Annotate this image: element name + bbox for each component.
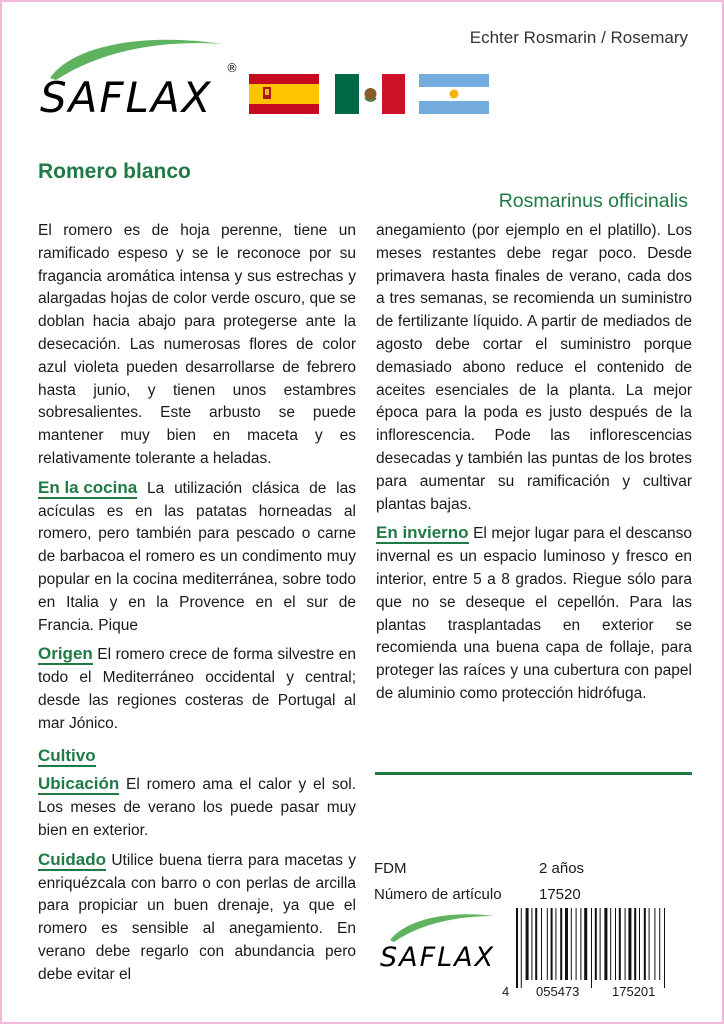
barcode-bar	[531, 908, 532, 980]
barcode-bar	[526, 908, 529, 980]
saflax-logo	[32, 26, 244, 126]
barcode-first-digit: 4	[502, 984, 510, 998]
cuidado-heading: Cuidado	[38, 849, 106, 869]
barcode-bar	[555, 908, 556, 980]
barcode-bar	[580, 908, 581, 980]
barcode-right-group: 175201	[612, 984, 656, 998]
barcode-bar	[560, 908, 562, 980]
barcode-bar	[595, 908, 597, 980]
cuidado-paragraph	[38, 850, 356, 987]
invierno-text: El mejor lugar para el descanso invernal es un espacio luminoso y fresco en interior, entre 5 a 8 grados. Riegue sólo para que no se deseque el cepellón. Para las plantas trasplantadas en exterior se recomienda una buena capa de follaje, para proteger las raíces y una cubertura con papel de aluminio como protección hidrófuga.	[376, 525, 692, 702]
barcode-bars	[516, 908, 665, 988]
section-divider	[375, 772, 692, 775]
left-text-column	[38, 220, 356, 994]
barcode-bar	[604, 908, 607, 980]
cultivo-heading: Cultivo	[38, 745, 96, 765]
right-text-column	[376, 220, 692, 713]
logo-brand-text: SAFLAX	[40, 73, 213, 122]
barcode-bar	[628, 908, 631, 980]
barcode-bar	[634, 908, 636, 980]
barcode-bar	[521, 908, 522, 988]
barcode-bar	[644, 908, 646, 980]
barcode-bar	[610, 908, 611, 980]
ubicacion-paragraph	[38, 774, 356, 842]
barcode-left-group: 055473	[536, 984, 580, 998]
barcode-bar	[576, 908, 577, 980]
origen-text: El romero crece de forma silvestre en todo el Mediterráneo occidental y central; desde las regiones costeras de Portugal al mar Jónico.	[38, 646, 356, 732]
barcode-bar	[664, 908, 665, 988]
barcode-bar	[551, 908, 553, 980]
logo-brand-text: SAFLAX	[380, 942, 496, 973]
ubicacion-heading: Ubicación	[38, 774, 120, 794]
barcode-bar	[654, 908, 655, 980]
barcode	[502, 908, 697, 998]
barcode-bar	[584, 908, 587, 980]
barcode-bar	[600, 908, 601, 980]
fdm-value: 2 años	[539, 860, 585, 877]
origen-heading: Origen	[38, 644, 93, 664]
barcode-bar	[615, 908, 616, 980]
cocina-heading: En la cocina	[38, 477, 138, 497]
argentina-flag-icon	[419, 74, 489, 114]
registered-mark: ®	[226, 61, 238, 75]
latin-name-heading: Rosmarinus officinalis	[498, 190, 688, 212]
barcode-bar	[547, 908, 548, 980]
ubicacion-text: El romero ama el calor y el sol. Los meses de verano los puede pasar muy bien en exterior.	[38, 776, 356, 839]
barcode-bar	[659, 908, 660, 980]
origen-paragraph	[38, 644, 356, 735]
article-number-value: 17520	[539, 886, 581, 903]
barcode-bar	[649, 908, 650, 980]
invierno-heading: En invierno	[376, 523, 469, 543]
barcode-bar	[571, 908, 572, 980]
cuidado-text: Utilice buena tierra para macetas y enriquézcala con barro o con perlas de arcilla para propiciar un buen drenaje, ya que el romero es sensible al anegamiento. En verano debe regarlo con abundancia pero debe evitar el	[38, 851, 356, 983]
intro-paragraph: El romero es de hoja perenne, tiene un ramificado espeso y se le reconoce por su fragancia aromática intensa y sus estrechas y alargadas hojas de color verde oscuro, que se doblan hacia abajo para protegerse ante la desecación. Las numerosas flores de color azul violeta pueden desarrollarse de febrero hasta junio, y tienen unos estambres sobresalientes. Este arbusto se puede mantener muy bien en maceta y es relativamente tolerante a heladas.	[38, 222, 356, 467]
care-continued-paragraph: anegamiento (por ejemplo en el platillo). Los meses restantes debe regar poco. Desde primavera hasta finales de verano, cada dos a tres semanas, se recomienda un suministro de fertilizante líquido. A partir de mediados de agosto debe cortar el suministro porque demasiado abono reduce el contenido de aceites esenciales de la planta. La mejor época para la poda es justo después de la inflorescencia. Pode las inflorescencias desecadas y también las puntas de los brotes para aumentar su ramificación y cultivar plantas bajas.	[376, 222, 692, 513]
mexico-flag-icon	[335, 74, 405, 114]
invierno-paragraph	[376, 523, 692, 705]
cocina-text: La utilización clásica de las acículas es en las patatas horneadas al romero, pero también para pescado o carne de barbacoa el romero es un condimento muy popular en la cocina mediterránea, sobre todo en Italia y en la Provence en el sur de Francia. Pique	[38, 479, 356, 634]
spain-flag-icon	[249, 74, 319, 114]
barcode-bar	[541, 908, 542, 980]
saflax-logo-small	[376, 906, 502, 976]
barcode-bar	[619, 908, 621, 980]
fdm-label: FDM	[374, 860, 407, 877]
barcode-bar	[625, 908, 626, 980]
barcode-bar	[516, 908, 518, 988]
cocina-paragraph	[38, 478, 356, 638]
barcode-bar	[535, 908, 537, 980]
article-number-label: Número de artículo	[374, 886, 502, 903]
common-name-heading: Romero blanco	[38, 160, 191, 183]
product-title: Echter Rosmarin / Rosemary	[469, 28, 688, 47]
barcode-bar	[591, 908, 592, 988]
barcode-bar	[639, 908, 640, 980]
barcode-bar	[565, 908, 568, 980]
logo-swoosh-icon	[390, 914, 494, 942]
